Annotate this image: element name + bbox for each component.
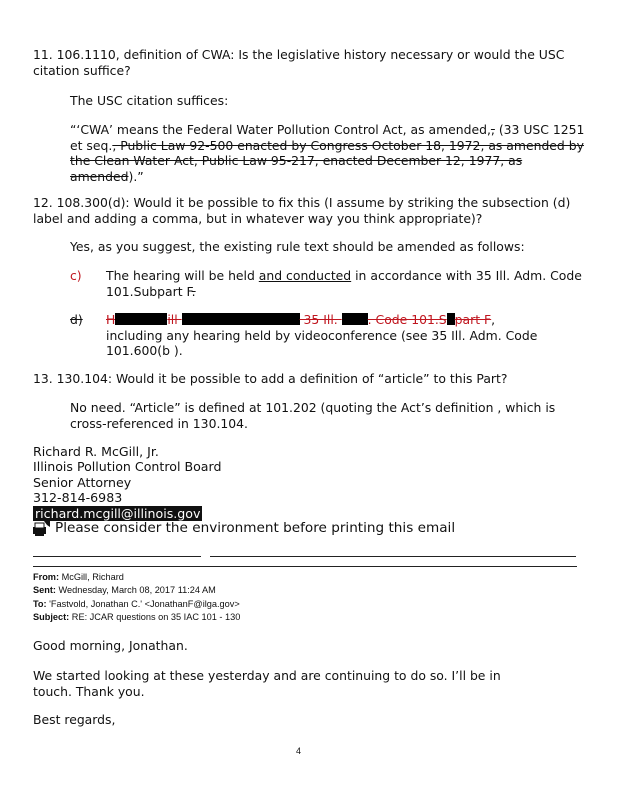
- rule-struck: . Code 101.S: [367, 312, 447, 327]
- quote-text: ).”: [128, 168, 144, 184]
- answer-13: [70, 400, 590, 431]
- subsection-d-label-text: d): [70, 312, 83, 327]
- header-sent-label: Sent:: [33, 585, 56, 596]
- reply-paragraph: [33, 668, 573, 699]
- rule-text: 101.Subpart F: [106, 283, 192, 299]
- environment-note-text: Please consider the environment before printing this email: [55, 520, 456, 536]
- signature-block: [33, 444, 221, 521]
- page-number: 4: [296, 746, 302, 756]
- reply-greeting: Good morning, Jonathan.: [33, 638, 188, 653]
- rule-struck: part F: [454, 312, 492, 327]
- question-13: 13. 130.104: Would it be possible to add a definition of “article” to this Part?: [33, 371, 508, 386]
- quote-struck: , Public Law 92-500 enacted by Congress October 18, 1972, as amended by: [112, 137, 584, 153]
- cwa-quote-line4: [70, 169, 590, 185]
- cwa-quote-line1: [70, 122, 590, 138]
- header-sent-value: Wednesday, March 08, 2017 11:24 AM: [55, 585, 216, 596]
- subsection-d-text: [106, 312, 586, 359]
- quote-struck: the Clean Water Act, Public Law 95-217, enacted December 12, 1977, as: [70, 153, 523, 169]
- rule-struck: 35 Ill.: [299, 312, 342, 327]
- rule-struck: H: [106, 312, 116, 327]
- redaction-mark: [342, 313, 368, 325]
- signature-org: Illinois Pollution Control Board: [33, 459, 222, 475]
- subsection-d-label: [70, 312, 83, 328]
- header-to-label: To:: [33, 598, 47, 609]
- answer-12: Yes, as you suggest, the existing rule text should be amended as follows:: [70, 239, 525, 254]
- redaction-mark: [115, 313, 167, 325]
- signature-name: Richard R. McGill, Jr.: [33, 444, 159, 459]
- separator-rule-right: [210, 556, 576, 557]
- rule-struck: ill: [167, 312, 182, 327]
- subsection-c-line1: [106, 268, 586, 284]
- rule-text: ,: [491, 312, 496, 327]
- quote-text: (33 USC 1251: [494, 122, 585, 137]
- answer-13-line2: cross-referenced in 130.104.: [70, 415, 248, 431]
- header-from-value: McGill, Richard: [59, 572, 124, 582]
- quote-text: et seq.: [70, 137, 113, 153]
- reply-closing: Best regards,: [33, 712, 116, 727]
- answer-11: The USC citation suffices:: [70, 93, 229, 108]
- header-from-label: From:: [33, 572, 60, 582]
- rule-text: in accordance with 35 Ill. Adm. Code: [351, 268, 582, 283]
- subsection-c-line2: [106, 284, 586, 300]
- rule-text: The hearing will be held: [106, 268, 259, 283]
- question-11-line2: citation suffice?: [33, 62, 131, 78]
- question-12: [33, 195, 593, 226]
- quote-text: “‘CWA’ means the Federal Water Pollution Control Act, as amended,: [70, 122, 491, 137]
- question-12-line1: 12. 108.300(d): Would it be possible to fix this (I assume by striking the subsection (d): [33, 195, 571, 210]
- subsection-c-text: [106, 268, 586, 299]
- signature-phone: 312-814-6983: [33, 490, 123, 506]
- separator-rule: [33, 566, 577, 567]
- cwa-quote-line3: [70, 153, 590, 169]
- subsection-c-label: [70, 268, 82, 284]
- question-12-line2: label and adding a comma, but in whatever way you think appropriate)?: [33, 210, 483, 226]
- email-header: [33, 571, 240, 625]
- reply-paragraph-line1: We started looking at these yesterday and are continuing to do so. I’ll be in: [33, 668, 501, 683]
- recycle-print-icon: [32, 519, 52, 537]
- question-11: [33, 47, 593, 78]
- question-11-line1: 11. 106.1110, definition of CWA: Is the legislative history necessary or would the USC: [33, 47, 565, 62]
- cwa-quote-line2: [70, 138, 590, 154]
- signature-email-link[interactable]: richard.mcgill@illinois.gov: [35, 505, 201, 521]
- subsection-d-line3: 101.600(b ).: [106, 343, 183, 359]
- environment-note: [32, 519, 455, 537]
- redaction-mark: [182, 313, 300, 325]
- separator-rule-left: [33, 556, 201, 557]
- subsection-c-label-text: c): [70, 268, 82, 283]
- quote-struck: amended: [70, 168, 129, 184]
- header-subject: [33, 611, 240, 624]
- header-from: [33, 571, 240, 584]
- header-to-value: 'Fastvold, Jonathan C.' <JonathanF@ilga.gov>: [46, 598, 240, 609]
- header-subject-label: Subject:: [33, 612, 70, 623]
- subsection-d-line1: [106, 312, 586, 328]
- quote-struck: ,: [490, 122, 495, 137]
- header-to: [33, 598, 240, 611]
- header-sent: [33, 584, 240, 597]
- answer-13-line1: No need. “Article” is defined at 101.202 (quoting the Act’s definition , which is: [70, 400, 556, 415]
- reply-paragraph-line2: touch. Thank you.: [33, 683, 145, 699]
- subsection-d-line2: including any hearing held by videoconference (see 35 Ill. Adm. Code: [106, 327, 538, 343]
- cwa-quote: [70, 122, 590, 184]
- rule-struck: .: [191, 283, 196, 299]
- header-subject-value: RE: JCAR questions on 35 IAC 101 - 130: [69, 612, 241, 623]
- signature-title: Senior Attorney: [33, 474, 132, 490]
- redaction-mark: [447, 313, 455, 325]
- rule-inserted: and conducted: [258, 268, 352, 283]
